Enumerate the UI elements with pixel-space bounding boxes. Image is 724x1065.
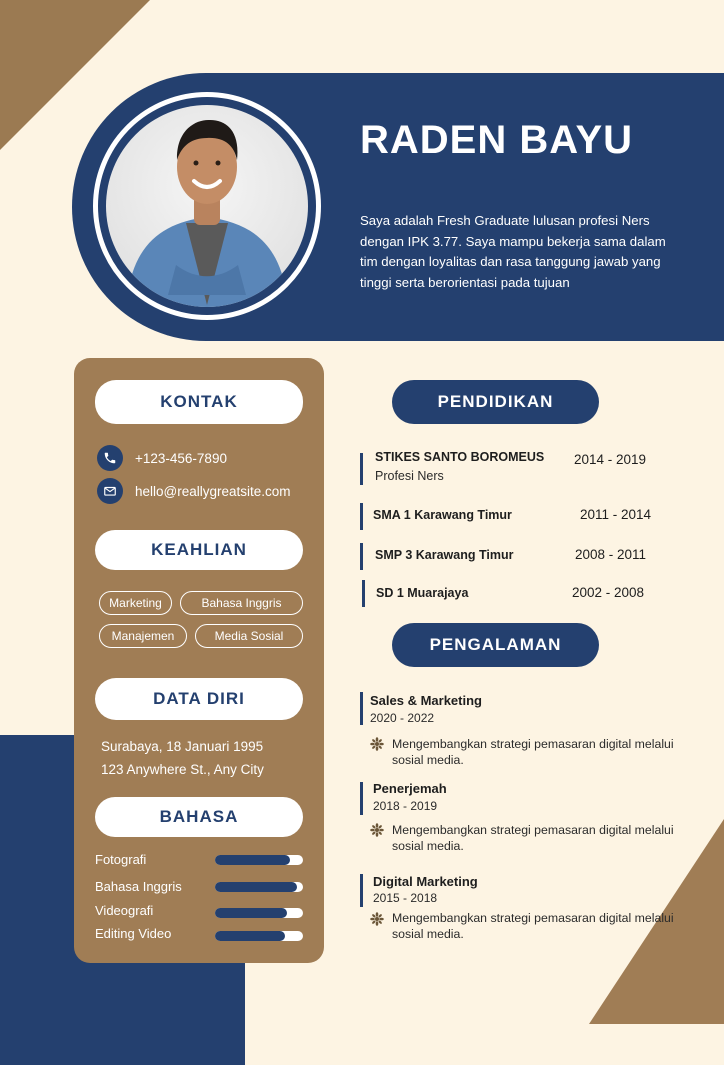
leaf-bullet-icon xyxy=(370,737,384,751)
candidate-name: RADEN BAYU xyxy=(360,118,634,162)
email-address[interactable]: hello@reallygreatsite.com xyxy=(135,484,291,499)
education-school: SMP 3 Karawang Timur xyxy=(375,548,514,562)
language-label: Editing Video xyxy=(95,926,172,941)
education-years: 2011 - 2014 xyxy=(580,507,652,522)
languages-heading: BAHASA xyxy=(95,797,303,837)
experience-description: Mengembangkan strategi pemasaran digital melalui sosial media. xyxy=(392,911,674,941)
experience-years: 2020 - 2022 xyxy=(370,711,435,725)
contact-heading: KONTAK xyxy=(95,380,303,424)
education-marker xyxy=(360,453,363,485)
experience-description: Mengembangkan strategi pemasaran digital melalui sosial media. xyxy=(392,737,674,767)
profile-photo xyxy=(106,105,308,307)
experience-title: Sales & Marketing xyxy=(370,693,482,708)
education-marker xyxy=(360,503,363,530)
experience-years: 2015 - 2018 xyxy=(373,891,438,905)
education-years: 2002 - 2008 xyxy=(572,585,645,600)
leaf-bullet-icon xyxy=(370,912,384,926)
leaf-bullet-icon xyxy=(370,823,384,837)
education-years: 2014 - 2019 xyxy=(574,452,647,467)
education-school: STIKES SANTO BOROMEUS xyxy=(375,450,545,464)
experience-description: Mengembangkan strategi pemasaran digital melalui sosial media. xyxy=(392,823,674,853)
experience-marker xyxy=(360,692,363,725)
skills-heading: KEAHLIAN xyxy=(95,530,303,570)
language-level-fill xyxy=(215,855,290,865)
language-level-bar xyxy=(215,908,303,918)
skill-tag: Media Sosial xyxy=(195,624,303,648)
language-level-bar xyxy=(215,931,303,941)
language-level-fill xyxy=(215,931,285,941)
experience-years: 2018 - 2019 xyxy=(373,799,438,813)
experience-title: Penerjemah xyxy=(373,781,447,796)
birth-info: Surabaya, 18 Januari 1995 xyxy=(101,739,264,754)
education-marker xyxy=(362,580,365,607)
skill-tag: Bahasa Inggris xyxy=(180,591,303,615)
profile-summary: Saya adalah Fresh Graduate lulusan profesi Ners dengan IPK 3.77. Saya mampu bekerja sama dalam tim dengan loyalitas dan rasa tanggung jawab yang tinggi serta berorientasi pada tujuan xyxy=(360,213,666,290)
person-portrait-icon xyxy=(106,105,308,307)
education-program: Profesi Ners xyxy=(375,469,444,483)
experience-title: Digital Marketing xyxy=(373,874,478,889)
experience-heading: PENGALAMAN xyxy=(392,623,599,667)
language-label: Fotografi xyxy=(95,852,147,867)
phone-icon xyxy=(97,445,123,471)
skill-tag: Manajemen xyxy=(99,624,187,648)
education-marker xyxy=(360,543,363,570)
experience-marker xyxy=(360,782,363,815)
language-level-bar xyxy=(215,855,303,865)
language-label: Bahasa Inggris xyxy=(95,879,182,894)
education-school: SD 1 Muarajaya xyxy=(376,586,469,600)
language-level-bar xyxy=(215,882,303,892)
skill-tag: Marketing xyxy=(99,591,172,615)
language-label: Videografi xyxy=(95,903,154,918)
education-school: SMA 1 Karawang Timur xyxy=(373,508,512,522)
education-years: 2008 - 2011 xyxy=(575,547,647,562)
language-level-fill xyxy=(215,908,287,918)
personal-data-heading: DATA DIRI xyxy=(95,678,303,720)
sidebar-panel xyxy=(74,358,324,963)
address-info: 123 Anywhere St., Any City xyxy=(101,762,264,777)
language-level-fill xyxy=(215,882,297,892)
mail-icon xyxy=(97,478,123,504)
education-heading: PENDIDIKAN xyxy=(392,380,599,424)
phone-number[interactable]: +123-456-7890 xyxy=(135,451,227,466)
experience-marker xyxy=(360,874,363,907)
